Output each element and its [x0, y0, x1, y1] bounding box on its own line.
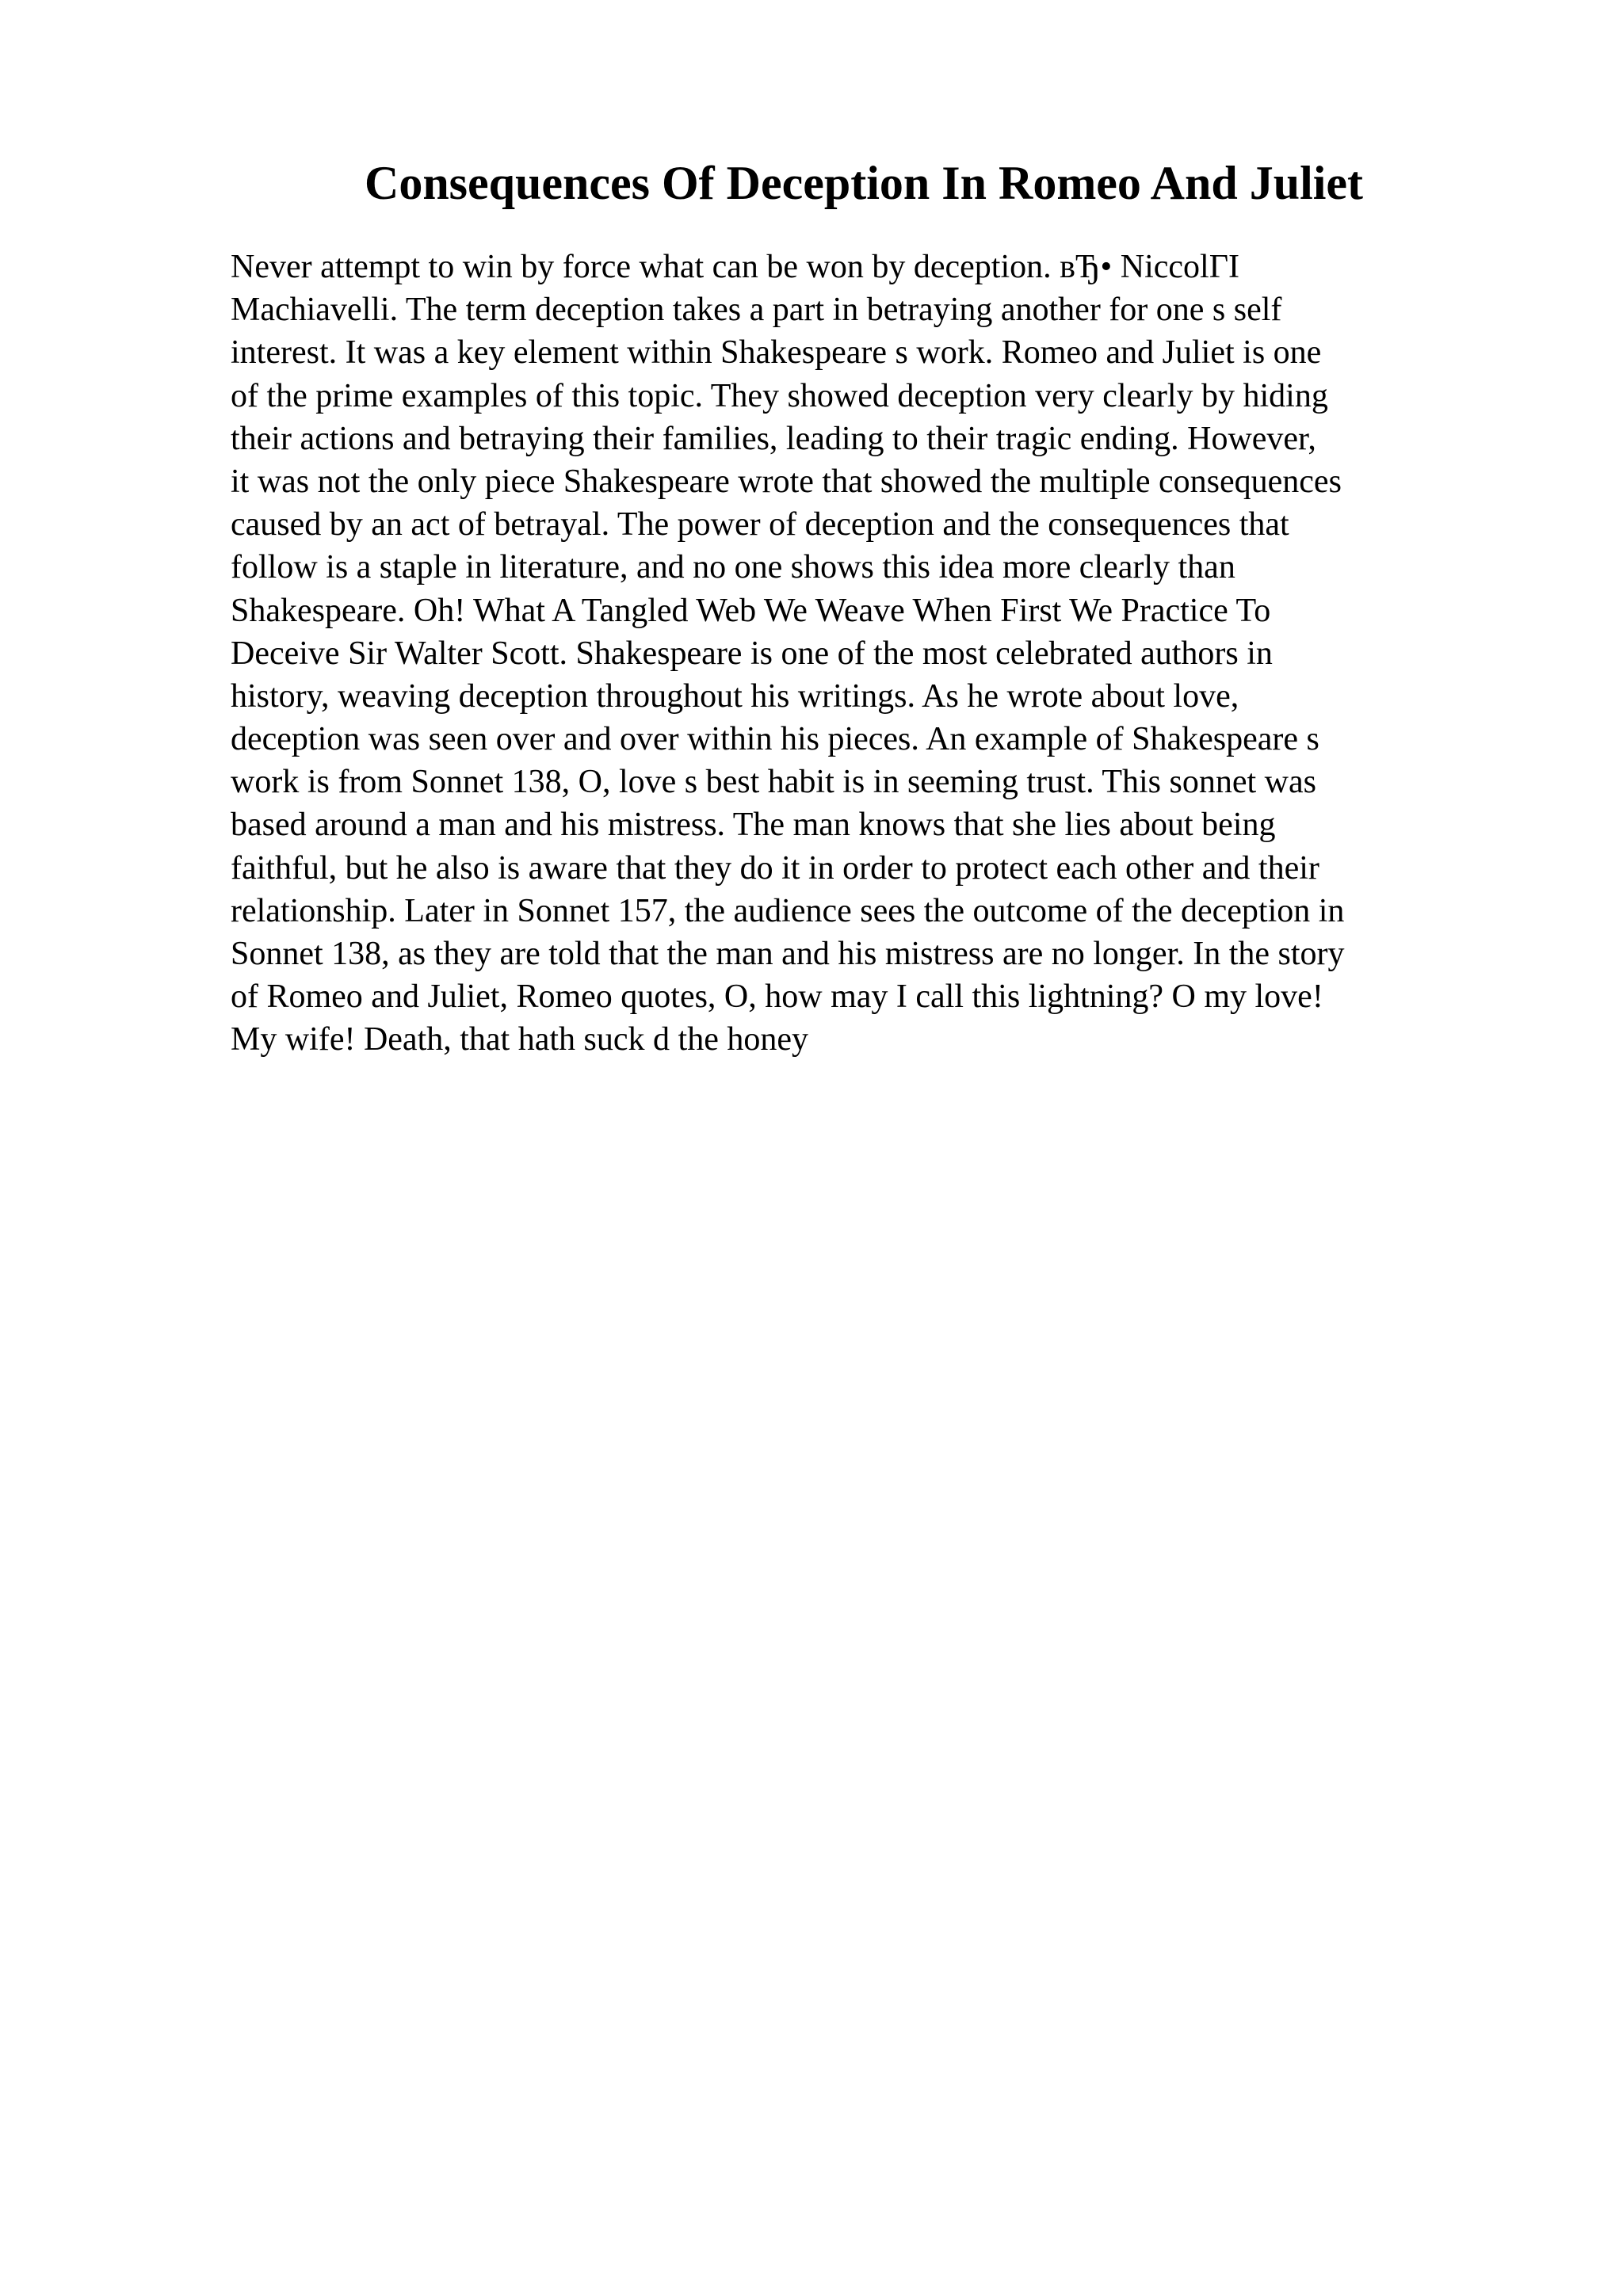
essay-line: Never attempt to win by force what can be won by deception. вЂ• NiccolГІ [231, 249, 1239, 285]
document-title: Consequences Of Deception In Romeo And Juliet [364, 157, 1364, 209]
essay-line: of Romeo and Juliet, Romeo quotes, O, how may I call this lightning? O my love! [231, 978, 1323, 1016]
essay-line: deception was seen over and over within his pieces. An example of Shakespeare s [231, 721, 1319, 758]
essay-line: Machiavelli. The term deception takes a part in betraying another for one s self [231, 292, 1282, 329]
essay-body [231, 246, 1499, 1062]
essay-line: Shakespeare. Oh! What A Tangled Web We Weave When First We Practice To [231, 592, 1271, 629]
essay-line: My wife! Death, that hath suck d the honey [231, 1021, 808, 1058]
essay-line: Deceive Sir Walter Scott. Shakespeare is one of the most celebrated authors in [231, 635, 1273, 672]
essay-line: follow is a staple in literature, and no one shows this idea more clearly than [231, 549, 1235, 586]
essay-line: Sonnet 138, as they are told that the man and his mistress are no longer. In the story [231, 936, 1345, 972]
essay-line: relationship. Later in Sonnet 157, the audience sees the outcome of the deception in [231, 892, 1345, 929]
essay-line: history, weaving deception throughout his writings. As he wrote about love, [231, 677, 1239, 715]
essay-line: it was not the only piece Shakespeare wrote that showed the multiple consequences [231, 463, 1342, 500]
essay-line: interest. It was a key element within Shakespeare s work. Romeo and Juliet is one [231, 334, 1322, 372]
essay-line: faithful, but he also is aware that they do it in order to protect each other and their [231, 849, 1319, 887]
essay-line: work is from Sonnet 138, O, love s best habit is in seeming trust. This sonnet was [231, 764, 1316, 801]
essay-line: caused by an act of betrayal. The power of deception and the consequences that [231, 506, 1289, 543]
essay-line: of the prime examples of this topic. They showed deception very clearly by hiding [231, 377, 1328, 414]
essay-line: based around a man and his mistress. The man knows that she lies about being [231, 807, 1276, 844]
essay-line: their actions and betraying their families, leading to their tragic ending. However, [231, 420, 1316, 457]
